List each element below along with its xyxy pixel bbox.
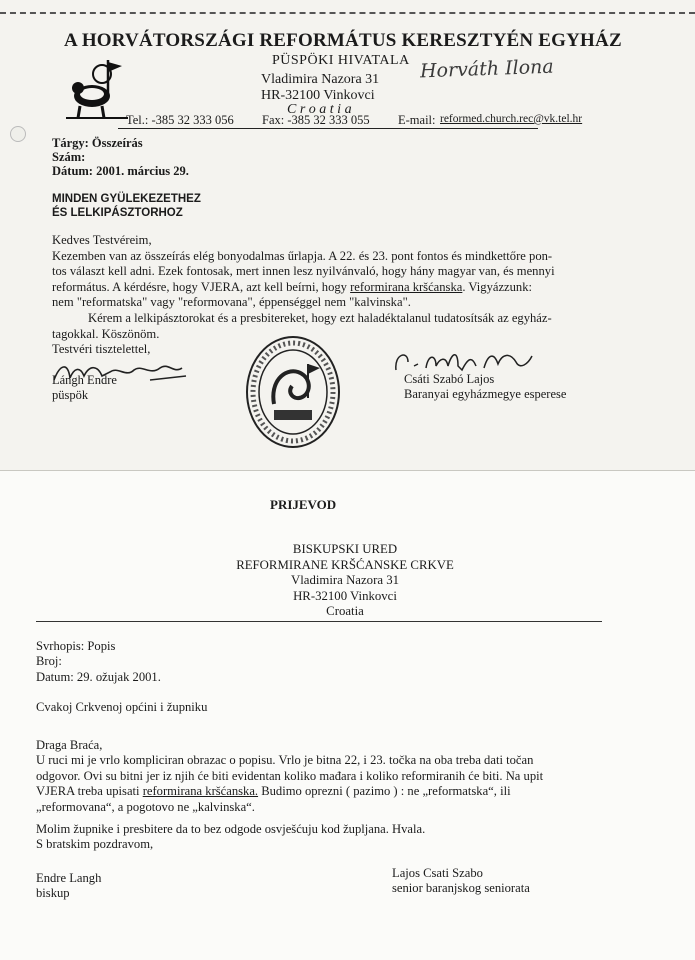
hu-body-line: Kezemben van az összeírás elég bonyodalmas űrlapja. A 22. és 23. pont fontos és mindkettőre pon- xyxy=(52,248,553,263)
org-title: A HORVÁTORSZÁGI REFORMÁTUS KERESZTYÉN EGYHÁZ xyxy=(64,30,622,51)
office-country: C r o a t i a xyxy=(287,102,352,117)
hu-religion-term: reformirana kršćanska xyxy=(350,279,463,294)
translation-header-rule xyxy=(36,621,602,622)
tr-subject: Svrhopis: Popis xyxy=(36,639,116,653)
tr-religion-term: reformirana kršćanska. xyxy=(142,784,259,799)
tr-date: Datum: 29. ožujak 2001. xyxy=(36,669,161,684)
tr-signer-right-title: senior baranjskog seniorata xyxy=(392,881,530,896)
hu-body-line: tagokkal. Köszönöm. xyxy=(52,326,160,341)
header-underline xyxy=(118,128,538,129)
punch-hole xyxy=(10,126,26,142)
tr-office-street: Vladimira Nazora 31 xyxy=(290,573,400,588)
tr-body-line: odgovor. Ovi su bitni jer iz njih će biti evidentan koliko mađara i koliko reformiranih će biti. Na upit xyxy=(36,768,544,783)
tr-office-country: Croatia xyxy=(326,604,364,619)
tr-meta-block xyxy=(36,639,161,685)
tr-letter-body xyxy=(36,738,543,815)
tr-body-line: VJERA treba upisati reformirana kršćanska. Budimo oprezni ( pazimo ) : ne „reformatska“, ili xyxy=(36,784,511,799)
office-name: PÜSPÖKI HIVATALA xyxy=(272,53,410,68)
tr-number: Broj: xyxy=(36,654,62,669)
handwritten-name: Horváth Ilona xyxy=(419,55,554,83)
contact-email[interactable]: reformed.church.rec@vk.tel.hr xyxy=(440,113,583,125)
hu-closing: Testvéri tisztelettel, xyxy=(52,342,151,357)
tr-signer-left-name: Endre Langh xyxy=(36,871,102,885)
hu-body-line: református. A kérdésre, hogy VJERA, azt kell beírni, hogy reformirana kršćanska. Vigyázzunk: xyxy=(52,279,533,294)
tr-signer-right xyxy=(392,866,530,897)
church-seal-icon xyxy=(244,334,342,450)
hu-signer-right-title: Baranyai egyházmegye esperese xyxy=(404,387,567,401)
office-city: HR-32100 Vinkovci xyxy=(261,88,375,103)
translation-office-block xyxy=(150,542,540,620)
hu-body-line: Kérem a lelkipásztorokat és a presbitereket, hogy ezt haladéktalanul tudatosítsák az egyház- xyxy=(88,310,552,325)
hu-signer-left-name: Lángh Endre xyxy=(52,373,117,387)
tr-signer-right-name: Lajos Csati Szabo xyxy=(392,866,483,880)
tr-office-line2: REFORMIRANE KRŠĆANSKE CRKVE xyxy=(236,557,454,572)
hu-body-line: tos választ kell adni. Ezek fontosak, mert innen lesz nyilvánvaló, hogy hány magyar van, és mennyi xyxy=(52,264,555,279)
page-fold-line xyxy=(0,470,695,471)
tr-closing-block xyxy=(36,822,425,853)
lamb-logo-icon xyxy=(62,56,134,122)
hu-addressee-line2: ÉS LELKIPÁSZTORHOZ xyxy=(52,207,183,219)
tr-signer-left xyxy=(36,871,101,902)
hu-signer-right-name: Csáti Szabó Lajos xyxy=(404,372,495,386)
top-edge-rule xyxy=(0,12,695,14)
tr-body-line: „reformovana“, a pogotovo ne „kalvinska“. xyxy=(36,799,255,814)
tr-signer-left-title: biskup xyxy=(36,886,70,901)
tr-body-line: U ruci mi je vrlo kompliciran obrazac o popisu. Vrlo je bitna 22, i 23. točka na oba treba dati točan xyxy=(36,753,534,768)
tr-office-city: HR-32100 Vinkovci xyxy=(293,588,397,603)
hu-signer-left-title: püspök xyxy=(52,388,89,402)
tr-body-line: Molim župnike i presbitere da to bez odgode osvješćuju kod župljana. Hvala. xyxy=(36,822,426,836)
tr-addressee: Cvakoj Crkvenoj općini i župniku xyxy=(36,700,208,714)
contact-email-label: E-mail: xyxy=(398,113,436,127)
contact-tel: Tel.: -385 32 333 056 xyxy=(126,113,234,127)
hu-subject: Tárgy: Összeírás xyxy=(52,136,143,150)
tr-greeting: Draga Braća, xyxy=(36,738,103,752)
translation-title: PRIJEVOD xyxy=(270,497,337,512)
tr-closing: S bratskim pozdravom, xyxy=(36,837,154,852)
tr-office-line1: BISKUPSKI URED xyxy=(292,542,398,556)
hu-body-line: nem "reformatska" vagy "reformovana", éppenséggel nem "kalvinska". xyxy=(52,295,411,310)
contact-fax: Fax: -385 32 333 055 xyxy=(262,113,370,127)
hu-number: Szám: xyxy=(52,150,86,164)
hu-addressee-line1: MINDEN GYÜLEKEZETHEZ xyxy=(52,193,201,205)
hu-greeting: Kedves Testvéreim, xyxy=(52,233,152,247)
hu-date: Dátum: 2001. március 29. xyxy=(52,164,189,178)
office-street: Vladimira Nazora 31 xyxy=(261,72,380,87)
